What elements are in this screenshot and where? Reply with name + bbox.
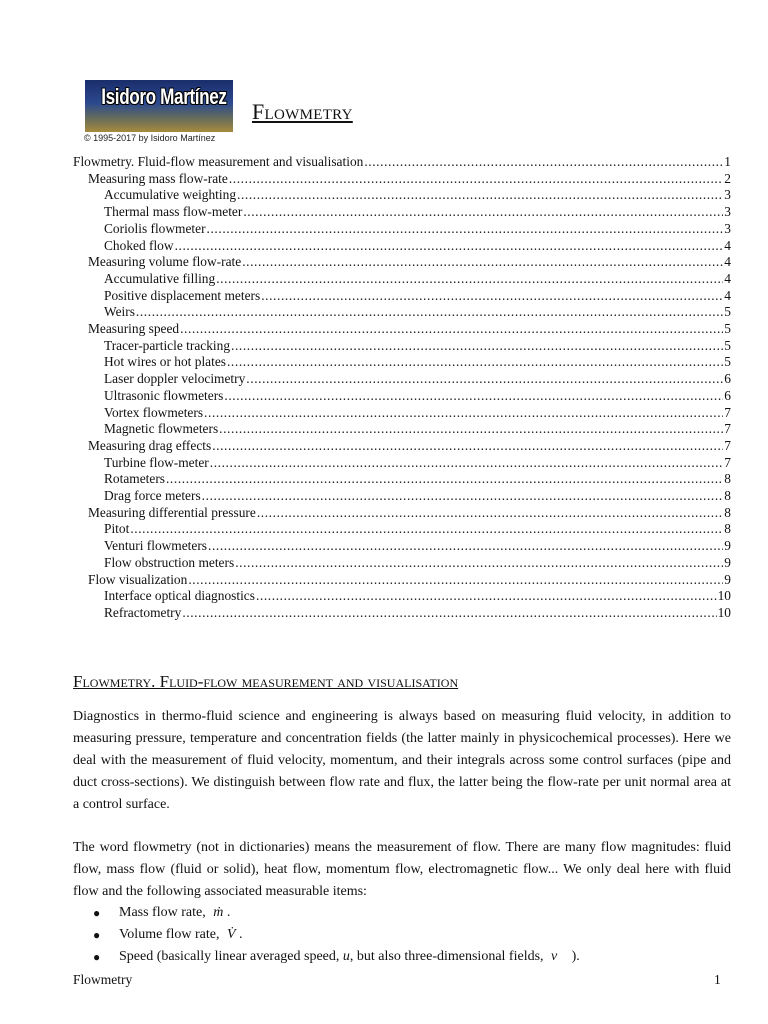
toc-dot-leader [219, 421, 723, 438]
list-item [73, 924, 731, 946]
toc-entry-page: 7 [724, 454, 731, 470]
toc-entry[interactable] [73, 338, 731, 355]
toc-entry-title: Drag force meters [104, 488, 201, 504]
toc-entry[interactable] [73, 488, 731, 505]
toc-entry-title: Accumulative weighting [104, 187, 237, 203]
toc-dot-leader [242, 254, 723, 271]
toc-dot-leader [136, 304, 723, 321]
toc-entry-page: 8 [724, 471, 731, 487]
toc-dot-leader [235, 555, 723, 572]
toc-entry-page: 5 [724, 304, 731, 320]
toc-entry-title: Flowmetry. Fluid-flow measurement and visualisation [73, 154, 364, 169]
toc-entry[interactable] [73, 471, 731, 488]
toc-entry-title: Measuring speed [88, 321, 180, 337]
toc-entry[interactable] [73, 238, 731, 255]
toc-entry-title: Vortex flowmeters [104, 404, 204, 420]
toc-entry-page: 9 [724, 538, 731, 554]
toc-entry-page: 9 [724, 554, 731, 570]
bullet-icon: ● [93, 906, 101, 920]
list-item-end: ). [571, 949, 580, 964]
toc-dot-leader [212, 438, 723, 455]
toc-entry[interactable] [73, 171, 731, 188]
toc-entry[interactable] [73, 321, 731, 338]
toc-entry-title: Tracer-particle tracking [104, 337, 231, 353]
toc-entry[interactable] [73, 304, 731, 321]
toc-entry-title: Flow visualization [88, 571, 188, 587]
toc-entry[interactable] [73, 371, 731, 388]
toc-entry[interactable] [73, 204, 731, 221]
toc-entry-title: Hot wires or hot plates [104, 354, 226, 370]
list-item [73, 902, 731, 924]
toc-entry[interactable] [73, 521, 731, 538]
list-item-text: Speed (basically linear averaged speed, [119, 949, 343, 964]
toc-entry-title: Magnetic flowmeters [104, 421, 219, 437]
toc-entry-page: 6 [724, 387, 731, 403]
toc-dot-leader [210, 455, 724, 472]
toc-entry-page: 8 [724, 521, 731, 537]
toc-entry-title: Flow obstruction meters [104, 554, 235, 570]
toc-entry-title: Turbine flow-meter [104, 454, 209, 470]
toc-dot-leader [180, 321, 723, 338]
toc-entry[interactable] [73, 254, 731, 271]
toc-dot-leader [182, 605, 716, 622]
logo-text: Isidoro Martínez [101, 84, 227, 109]
toc-entry-title: Coriolis flowmeter [104, 220, 206, 236]
toc-entry-page: 8 [724, 488, 731, 504]
toc-dot-leader [202, 488, 724, 505]
toc-entry-title: Thermal mass flow-meter [104, 204, 243, 220]
toc-entry-page: 7 [724, 404, 731, 420]
toc-dot-leader [207, 221, 724, 238]
toc-entry-page: 4 [724, 287, 731, 303]
toc-entry[interactable] [73, 354, 731, 371]
toc-entry-title: Positive displacement meters [104, 287, 261, 303]
flowmetry-definition-paragraph: The word flowmetry (not in dictionaries) means the measurement of flow. There are many flow magnitudes: fluid flow, mass flow (fluid or solid), heat flow, momentum flow, electromagnetic flow... We only deal here with fluid flow and the following associated measurable items: [73, 840, 731, 900]
toc-entry-page: 4 [724, 237, 731, 253]
toc-entry[interactable] [73, 555, 731, 572]
author-logo [85, 80, 233, 132]
toc-entry-page: 2 [724, 170, 731, 186]
toc-entry-page: 5 [724, 337, 731, 353]
toc-dot-leader [224, 388, 723, 405]
toc-dot-leader [256, 588, 717, 605]
toc-dot-leader [166, 471, 723, 488]
list-item [73, 946, 731, 968]
toc-dot-leader [246, 371, 723, 388]
toc-entry[interactable] [73, 572, 731, 589]
toc-dot-leader [208, 538, 723, 555]
toc-entry-title: Measuring volume flow-rate [88, 254, 242, 270]
toc-entry-title: Measuring drag effects [88, 437, 212, 453]
volume-flow-symbol: V̇ [226, 927, 236, 942]
table-of-contents [73, 154, 731, 622]
toc-entry-page: 4 [724, 254, 731, 270]
toc-entry[interactable] [73, 505, 731, 522]
toc-dot-leader [231, 338, 723, 355]
toc-dot-leader [130, 521, 723, 538]
footer-page-number: 1 [714, 972, 721, 987]
toc-entry-page: 5 [724, 354, 731, 370]
list-item-end: . [239, 927, 243, 942]
toc-entry[interactable] [73, 421, 731, 438]
toc-entry-title: Choked flow [104, 237, 174, 253]
toc-entry-page: 1 [724, 154, 731, 169]
toc-dot-leader [257, 505, 723, 522]
toc-entry-title: Rotameters [104, 471, 165, 487]
document-title: Flowmetry [252, 99, 353, 124]
section-heading: Flowmetry. Fluid-flow measurement and visualisation [73, 672, 459, 691]
toc-dot-leader [216, 271, 723, 288]
velocity-field-symbol: v⃗ [551, 949, 569, 964]
toc-entry-page: 10 [717, 604, 731, 620]
toc-entry-page: 9 [724, 571, 731, 587]
toc-entry-title: Interface optical diagnostics [104, 588, 255, 604]
measurable-items-list [73, 902, 731, 968]
copyright-notice: © 1995-2017 by Isidoro Martínez [84, 133, 216, 143]
bullet-icon: ● [93, 928, 101, 942]
toc-entry[interactable] [73, 288, 731, 305]
toc-dot-leader [175, 238, 724, 255]
toc-entry-page: 7 [724, 437, 731, 453]
toc-dot-leader [237, 187, 723, 204]
intro-paragraph: Diagnostics in thermo-fluid science and engineering is always based on measuring fluid velocity, in addition to measuring pressure, temperature and concentration fields (the latter mainly in physicochemical processes). Here we deal with the measurement of fluid velocity, momentum, and their integrals across some control surfaces (pipe and duct cross-sections). We distinguish between flow rate and flux, the latter being the flow-rate per unit normal area at a control surface. [73, 709, 731, 813]
toc-dot-leader [227, 354, 723, 371]
toc-entry[interactable] [73, 187, 731, 204]
toc-dot-leader [188, 572, 723, 589]
mass-flow-symbol: ṁ [213, 905, 224, 920]
speed-symbol: u [342, 949, 350, 964]
list-item-text-mid: , but also three-dimensional fields, [349, 949, 548, 964]
toc-dot-leader [229, 171, 723, 188]
toc-entry[interactable] [73, 221, 731, 238]
toc-dot-leader [204, 405, 723, 422]
toc-entry-title: Measuring mass flow-rate [88, 170, 228, 186]
toc-entry[interactable] [73, 154, 731, 171]
toc-entry-page: 7 [724, 421, 731, 437]
toc-entry-title: Ultrasonic flowmeters [104, 387, 224, 403]
toc-entry[interactable] [73, 271, 731, 288]
bullet-icon: ● [93, 950, 101, 964]
list-item-text: Mass flow rate, [119, 905, 206, 920]
toc-entry-title: Venturi flowmeters [104, 538, 208, 554]
toc-entry[interactable] [73, 605, 731, 622]
toc-entry-page: 4 [724, 270, 731, 286]
toc-entry-title: Weirs [104, 304, 135, 320]
toc-entry-page: 5 [724, 321, 731, 337]
toc-entry-page: 3 [724, 187, 731, 203]
toc-entry-title: Accumulative filling [104, 270, 216, 286]
toc-entry-page: 3 [724, 204, 731, 220]
toc-entry[interactable] [73, 438, 731, 455]
toc-dot-leader [261, 288, 723, 305]
toc-entry-page: 6 [724, 371, 731, 387]
list-item-end: . [226, 905, 231, 920]
toc-entry-title: Measuring differential pressure [88, 504, 256, 520]
toc-dot-leader [364, 154, 723, 171]
toc-entry[interactable] [73, 388, 731, 405]
toc-dot-leader [243, 204, 723, 221]
toc-entry-page: 8 [724, 504, 731, 520]
toc-entry-title: Laser doppler velocimetry [104, 371, 246, 387]
footer-title: Flowmetry [73, 972, 133, 987]
toc-entry[interactable] [73, 405, 731, 422]
toc-entry-page: 10 [717, 588, 731, 604]
toc-entry[interactable] [73, 588, 731, 605]
toc-entry[interactable] [73, 538, 731, 555]
list-item-text: Volume flow rate, [119, 927, 220, 942]
toc-entry-title: Pitot [104, 521, 130, 537]
toc-entry[interactable] [73, 455, 731, 472]
toc-entry-title: Refractometry [104, 604, 182, 620]
toc-entry-page: 3 [724, 220, 731, 236]
